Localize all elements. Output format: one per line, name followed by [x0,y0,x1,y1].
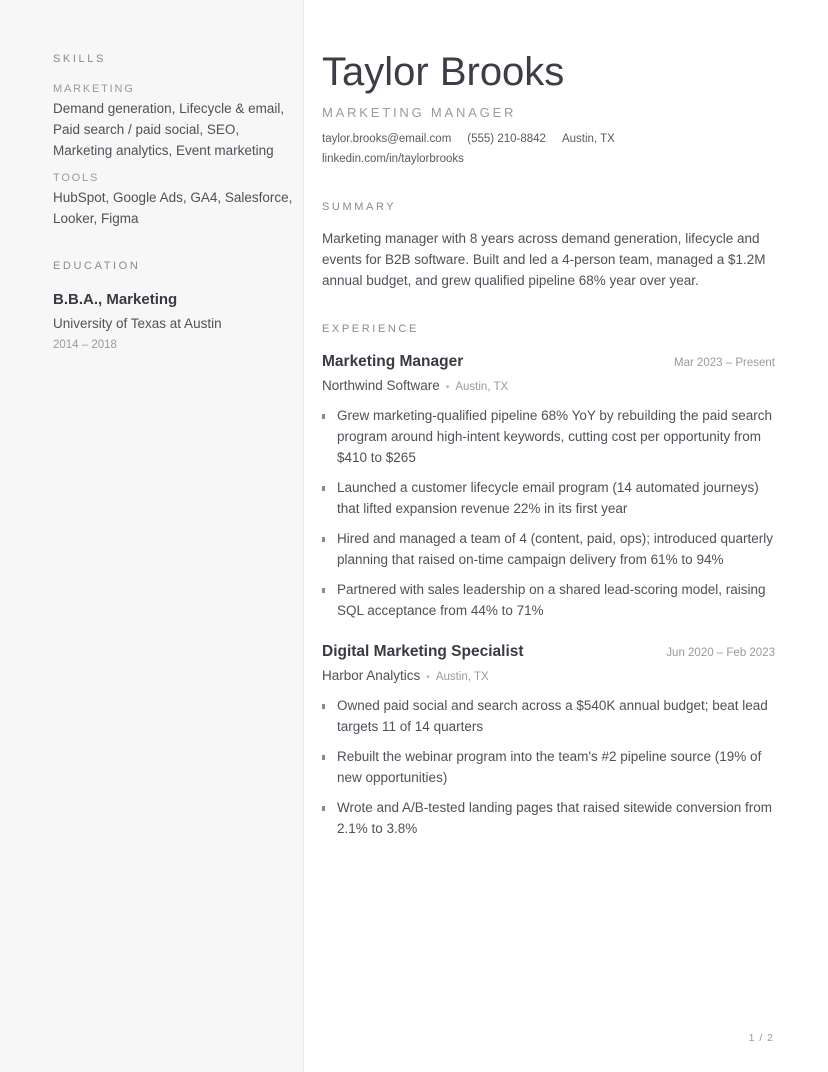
marketing-skills-text: Demand generation, Lifecycle & email, Paid search / paid social, SEO, Marketing analytics, Event marketing [53,101,285,158]
list-item: Hired and managed a team of 4 (content, paid, ops); introduced quarterly planning that raised on-time campaign delivery from 61% to 94% [322,528,778,570]
job-bullets [322,695,778,848]
separator-dot: • [445,382,450,393]
job-company-line [322,668,489,683]
job-title: Marketing Manager [322,353,464,370]
location: Austin, TX [561,133,615,145]
page-number: 1 / 2 [748,1032,774,1044]
phone: (555) 210-8842 [467,133,546,145]
job-dates: Jun 2020 – Feb 2023 [666,647,775,659]
job-dates: Mar 2023 – Present [673,357,775,369]
experience-heading: EXPERIENCE [322,323,419,335]
tools-text: HubSpot, Google Ads, GA4, Salesforce, Looker, Figma [53,190,293,226]
summary-text: Marketing manager with 8 years across demand generation, lifecycle and events for B2B software. Built and led a 4-person team, managed a $1.2M annual budget, and grew qualified pipeline 68% year over year. [322,231,766,288]
linkedin-link[interactable]: linkedin.com/in/taylorbrooks [322,153,464,165]
company-name: Harbor Analytics [322,668,421,683]
separator-dot: • [426,672,430,683]
list-item: Rebuilt the webinar program into the team's #2 pipeline source (19% of new opportunities) [322,746,778,788]
summary-heading: SUMMARY [322,201,397,213]
job-location: Austin, TX [435,671,489,683]
degree: B.B.A., Marketing [53,291,178,308]
job-location: Austin, TX [455,381,509,393]
job-bullets [322,405,778,630]
job-title: Digital Marketing Specialist [322,643,524,660]
sidebar [0,0,304,1072]
email-link[interactable]: taylor.brooks@email.com [322,133,452,145]
tools-label: TOOLS [53,172,100,184]
school: University of Texas at Austin [53,316,222,331]
list-item: Owned paid social and search across a $540K annual budget; beat lead targets 11 of 14 quarters [322,695,778,737]
contact-line [322,133,631,145]
list-item: Wrote and A/B-tested landing pages that raised sitewide conversion from 2.1% to 3.8% [322,797,778,839]
list-item: Grew marketing-qualified pipeline 68% YoY by rebuilding the paid search program around high-intent keywords, cutting cost per opportunity from $410 to $265 [322,405,778,468]
candidate-name: Taylor Brooks [322,50,565,94]
job-company-line [322,378,508,393]
company-name: Northwind Software [322,378,440,393]
list-item: Partnered with sales leadership on a shared lead-scoring model, raising SQL acceptance from 44% to 71% [322,579,778,621]
education-heading: EDUCATION [53,260,141,272]
job-role: MARKETING MANAGER [322,105,517,120]
skills-heading: SKILLS [53,53,106,65]
list-item: Launched a customer lifecycle email program (14 automated journeys) that lifted expansion revenue 22% in its first year [322,477,778,519]
education-years: 2014 – 2018 [53,339,117,351]
marketing-skills-label: MARKETING [53,83,135,95]
